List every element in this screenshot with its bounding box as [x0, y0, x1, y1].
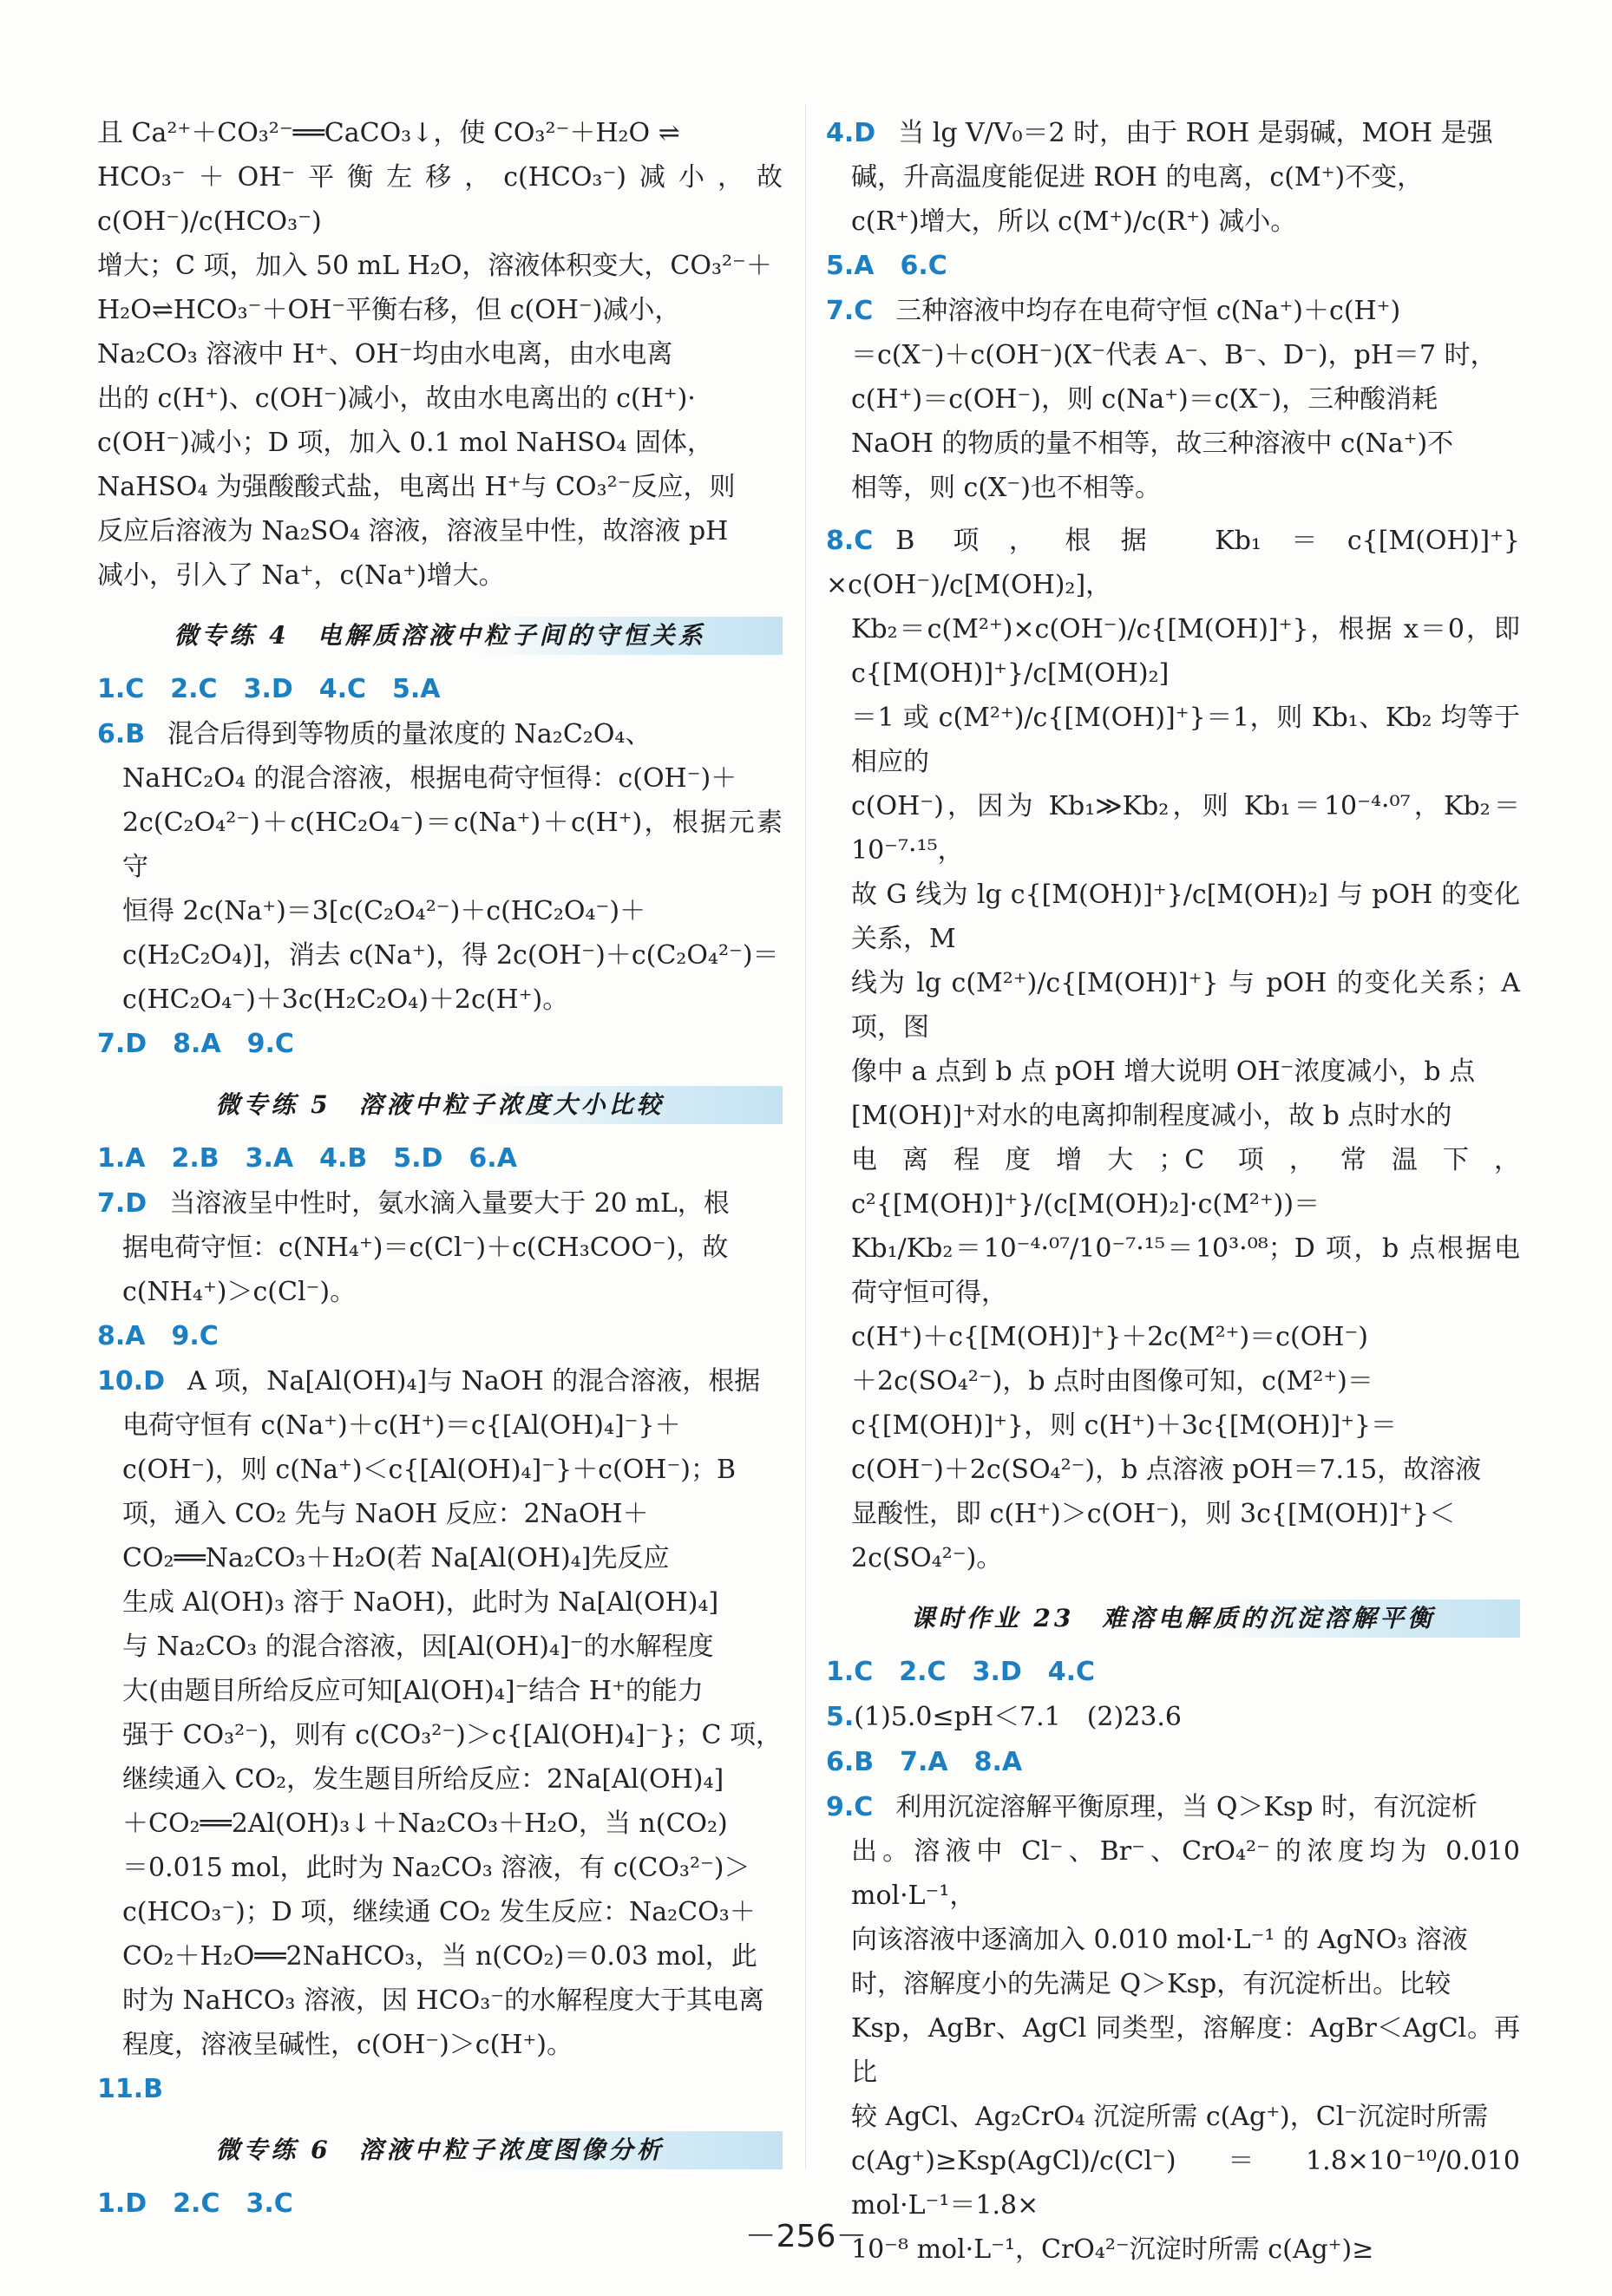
text-line: 像中 a 点到 b 点 pOH 增大说明 OH⁻浓度减小，b 点	[851, 1056, 1476, 1087]
solution-6	[97, 712, 783, 1022]
text-line: ＋2c(SO₄²⁻)，b 点时由图像可知，c(M²⁺)＝	[851, 1366, 1373, 1397]
text-line: 项，通入 CO₂ 先与 NaOH 反应：2NaOH＋	[122, 1499, 649, 1529]
text-line: c(HC₂O₄⁻)＋3c(H₂C₂O₄)＋2c(H⁺)。	[122, 984, 569, 1015]
section-heading-23: 课时作业 23 难溶电解质的沉淀溶解平衡	[826, 1599, 1520, 1638]
answer-list: 5.A 6.C	[826, 251, 947, 281]
text-line: NaOH 的物质的量不相等，故三种溶液中 c(Na⁺)不	[851, 428, 1454, 459]
text-line: c(Ag⁺)≥Ksp(AgCl)/c(Cl⁻)＝1.8×10⁻¹⁰/0.010 mol·L⁻¹＝1.8×	[851, 2146, 1520, 2221]
text-line: Na₂CO₃ 溶液中 H⁺、OH⁻均由水电离，由水电离	[97, 339, 673, 370]
section-heading-4: 微专练 4 电解质溶液中粒子间的守恒关系	[97, 617, 783, 655]
text-line: 当 lg V/V₀＝2 时，由于 ROH 是弱碱，MOH 是强	[898, 118, 1493, 148]
question-number: 10.D	[97, 1366, 166, 1397]
text-line: c(OH⁻)，因为 Kb₁≫Kb₂，则 Kb₁＝10⁻⁴·⁰⁷，Kb₂＝10⁻⁷·¹⁵，	[851, 791, 1520, 866]
text-line: 减小，引入了 Na⁺，c(Na⁺)增大。	[97, 560, 505, 591]
answer-list: 11.B	[97, 2074, 164, 2104]
section-heading-5: 微专练 5 溶液中粒子浓度大小比较	[97, 1086, 783, 1124]
text-line: c(R⁺)增大，所以 c(M⁺)/c(R⁺) 减小。	[851, 206, 1297, 237]
answer-list: 1.D 2.C 3.C	[97, 2188, 293, 2219]
text-line: 大(由题目所给反应可知[Al(OH)₄]⁻结合 H⁺的能力	[122, 1676, 704, 1706]
text-line: 三种溶液中均存在电荷守恒 c(Na⁺)＋c(H⁺)	[895, 296, 1401, 326]
solution-4	[826, 111, 1520, 244]
text-line: 碱，升高温度能促进 ROH 的电离，c(M⁺)不变，	[851, 162, 1424, 193]
question-number: 7.C	[826, 296, 874, 326]
text-line: c(OH⁻)减小；D 项，加入 0.1 mol NaHSO₄ 固体，	[97, 428, 713, 458]
text-line: 生成 Al(OH)₃ 溶于 NaOH)，此时为 Na[Al(OH)₄]	[122, 1587, 719, 1618]
text-line: Kb₂＝c(M²⁺)×c(OH⁻)/c{[M(OH)]⁺}，根据 x＝0，即 c{[M(OH)]⁺}/c[M(OH)₂]	[851, 614, 1520, 689]
question-number: 8.C	[826, 526, 874, 556]
right-column	[826, 111, 1520, 2272]
text-line: 程度，溶液呈碱性，c(OH⁻)＞c(H⁺)。	[122, 2030, 573, 2060]
continued-solution	[97, 111, 783, 598]
text-line: c(OH⁻)，则 c(Na⁺)＜c{[Al(OH)₄]⁻}＋c(OH⁻)；B	[122, 1455, 737, 1485]
text-line: Ksp，AgBr、AgCl 同类型，溶解度：AgBr＜AgCl。再比	[851, 2013, 1520, 2088]
solution-7	[97, 1181, 783, 1314]
question-number: 5.	[826, 1702, 855, 1732]
text-line: 较 AgCl、Ag₂CrO₄ 沉淀所需 c(Ag⁺)，Cl⁻沉淀时所需	[851, 2102, 1489, 2132]
question-number: 9.C	[826, 1792, 874, 1822]
solution-9	[826, 1785, 1520, 2272]
text-line: c(H⁺)＋c{[M(OH)]⁺}＋2c(M²⁺)＝c(OH⁻)	[851, 1322, 1368, 1352]
left-column	[97, 111, 783, 2227]
text-line: 相等，则 c(X⁻)也不相等。	[851, 473, 1161, 503]
text-line: c{[M(OH)]⁺}，则 c(H⁺)＋3c{[M(OH)]⁺}＝	[851, 1410, 1398, 1441]
answer-list: 6.B 7.A 8.A	[826, 1747, 1023, 1777]
answer-list: 1.C 2.C 3.D 4.C 5.A	[97, 674, 441, 704]
text-line: c(NH₄⁺)＞c(Cl⁻)。	[122, 1277, 357, 1307]
text-line: 继续通入 CO₂，发生题目所给反应：2Na[Al(OH)₄]	[122, 1764, 724, 1795]
solution-8	[826, 519, 1520, 1580]
text-line: c(H₂C₂O₄)]，消去 c(Na⁺)，得 2c(OH⁻)＋c(C₂O₄²⁻)＝	[122, 940, 779, 971]
text-line: ＝c(X⁻)＋c(OH⁻)(X⁻代表 A⁻、B⁻、D⁻)，pH＝7 时，	[851, 340, 1497, 370]
solution-7-right	[826, 289, 1520, 510]
answer-text: (1)5.0≤pH＜7.1 (2)23.6	[854, 1702, 1182, 1732]
text-line: 据电荷守恒：c(NH₄⁺)＝c(Cl⁻)＋c(CH₃COO⁻)，故	[122, 1233, 729, 1263]
text-line: 时为 NaHCO₃ 溶液，因 HCO₃⁻的水解程度大于其电离	[122, 1985, 765, 2016]
text-line: 与 Na₂CO₃ 的混合溶液，因[Al(OH)₄]⁻的水解程度	[122, 1632, 714, 1662]
text-line: 2c(SO₄²⁻)。	[851, 1543, 1003, 1573]
question-number: 7.D	[97, 1188, 147, 1219]
text-line: 显酸性，即 c(H⁺)＞c(OH⁻)，则 3c{[M(OH)]⁺}＜	[851, 1499, 1456, 1529]
text-line: 当溶液呈中性时，氨水滴入量要大于 20 mL，根	[169, 1188, 730, 1219]
text-line: NaHC₂O₄ 的混合溶液，根据电荷守恒得：c(OH⁻)＋	[122, 763, 737, 794]
text-line: 增大；C 项，加入 50 mL H₂O，溶液体积变大，CO₃²⁻＋	[97, 251, 772, 281]
text-line: 向该溶液中逐滴加入 0.010 mol·L⁻¹ 的 AgNO₃ 溶液	[851, 1925, 1468, 1955]
text-line: 线为 lg c(M²⁺)/c{[M(OH)]⁺} 与 pOH 的变化关系；A 项，图	[851, 968, 1520, 1043]
text-line: 且 Ca²⁺＋CO₃²⁻══CaCO₃↓，使 CO₃²⁻＋H₂O ⇌	[97, 118, 680, 148]
column-divider	[805, 104, 806, 2168]
text-line: ＝1 或 c(M²⁺)/c{[M(OH)]⁺}＝1，则 Kb₁、Kb₂ 均等于相应的	[851, 703, 1520, 777]
text-line: 强于 CO₃²⁻)，则有 c(CO₃²⁻)＞c{[Al(OH)₄]⁻}；C 项，	[122, 1720, 783, 1750]
text-line: A 项，Na[Al(OH)₄]与 NaOH 的混合溶液，根据	[187, 1366, 761, 1397]
answer-list: 1.A 2.B 3.A 4.B 5.D 6.A	[97, 1143, 517, 1174]
text-line: B 项，根据 Kb₁＝c{[M(OH)]⁺}×c(OH⁻)/c[M(OH)₂]，	[826, 526, 1520, 600]
text-line: 反应后溶液为 Na₂SO₄ 溶液，溶液呈中性，故溶液 pH	[97, 516, 729, 546]
answer-list: 8.A 9.C	[97, 1321, 219, 1351]
text-line: 利用沉淀溶解平衡原理，当 Q＞Ksp 时，有沉淀析	[895, 1792, 1478, 1822]
text-line: 时，溶解度小的先满足 Q＞Ksp，有沉淀析出。比较	[851, 1969, 1451, 1999]
solution-10	[97, 1359, 783, 2067]
text-line: [M(OH)]⁺对水的电离抑制程度减小，故 b 点时水的	[851, 1101, 1452, 1131]
text-line: 恒得 2c(Na⁺)＝3[c(C₂O₄²⁻)＋c(HC₂O₄⁻)＋	[122, 896, 646, 926]
text-line: NaHSO₄ 为强酸酸式盐，电离出 H⁺与 CO₃²⁻反应，则	[97, 472, 736, 502]
text-line: 故 G 线为 lg c{[M(OH)]⁺}/c[M(OH)₂] 与 pOH 的变化关系，M	[851, 880, 1520, 954]
text-line: c(H⁺)＝c(OH⁻)，则 c(Na⁺)＝c(X⁻)，三种酸消耗	[851, 384, 1438, 415]
question-number: 6.B	[97, 719, 146, 749]
text-line: 出。溶液中 Cl⁻、Br⁻、CrO₄²⁻的浓度均为 0.010 mol·L⁻¹，	[851, 1836, 1520, 1911]
text-line: ＋CO₂══2Al(OH)₃↓＋Na₂CO₃＋H₂O，当 n(CO₂)	[122, 1809, 728, 1839]
text-line: CO₂══Na₂CO₃＋H₂O(若 Na[Al(OH)₄]先反应	[122, 1543, 670, 1573]
section-heading-6: 微专练 6 溶液中粒子浓度图像分析	[97, 2131, 783, 2169]
text-line: CO₂＋H₂O══2NaHCO₃，当 n(CO₂)＝0.03 mol，此	[122, 1941, 757, 1972]
text-line: H₂O⇌HCO₃⁻＋OH⁻平衡右移，但 c(OH⁻)减小，	[97, 295, 681, 325]
text-line: 出的 c(H⁺)、c(OH⁻)减小，故由水电离出的 c(H⁺)·	[97, 383, 696, 414]
text-line: ＝0.015 mol，此时为 Na₂CO₃ 溶液，有 c(CO₃²⁻)＞	[122, 1853, 750, 1883]
text-line: 10⁻⁸ mol·L⁻¹，CrO₄²⁻沉淀时所需 c(Ag⁺)≥	[851, 2234, 1374, 2265]
text-line: c(HCO₃⁻)；D 项，继续通 CO₂ 发生反应：Na₂CO₃＋	[122, 1897, 756, 1927]
text-line: 电离程度增大；C 项，常温下，c²{[M(OH)]⁺}/(c[M(OH)₂]·c(M²⁺))＝	[851, 1145, 1520, 1220]
text-line: Kb₁/Kb₂＝10⁻⁴·⁰⁷/10⁻⁷·¹⁵＝10³·⁰⁸；D 项，b 点根据电荷守恒可得，	[851, 1233, 1520, 1308]
text-line: 电荷守恒有 c(Na⁺)＋c(H⁺)＝c{[Al(OH)₄]⁻}＋	[122, 1410, 681, 1441]
answer-list: 7.D 8.A 9.C	[97, 1029, 294, 1059]
text-line: HCO₃⁻＋OH⁻平衡左移，c(HCO₃⁻)减小，故 c(OH⁻)/c(HCO₃⁻)	[97, 162, 783, 237]
question-number: 4.D	[826, 118, 876, 148]
text-line: 2c(C₂O₄²⁻)＋c(HC₂O₄⁻)＝c(Na⁺)＋c(H⁺)，根据元素守	[122, 808, 783, 882]
text-line: c(OH⁻)＋2c(SO₄²⁻)，b 点溶液 pOH＝7.15，故溶液	[851, 1455, 1482, 1485]
page-number: －256－	[744, 2219, 868, 2254]
answer-list-5	[826, 1695, 1520, 1740]
answer-list: 1.C 2.C 3.D 4.C	[826, 1657, 1096, 1687]
text-line: 混合后得到等物质的量浓度的 Na₂C₂O₄、	[167, 719, 652, 749]
